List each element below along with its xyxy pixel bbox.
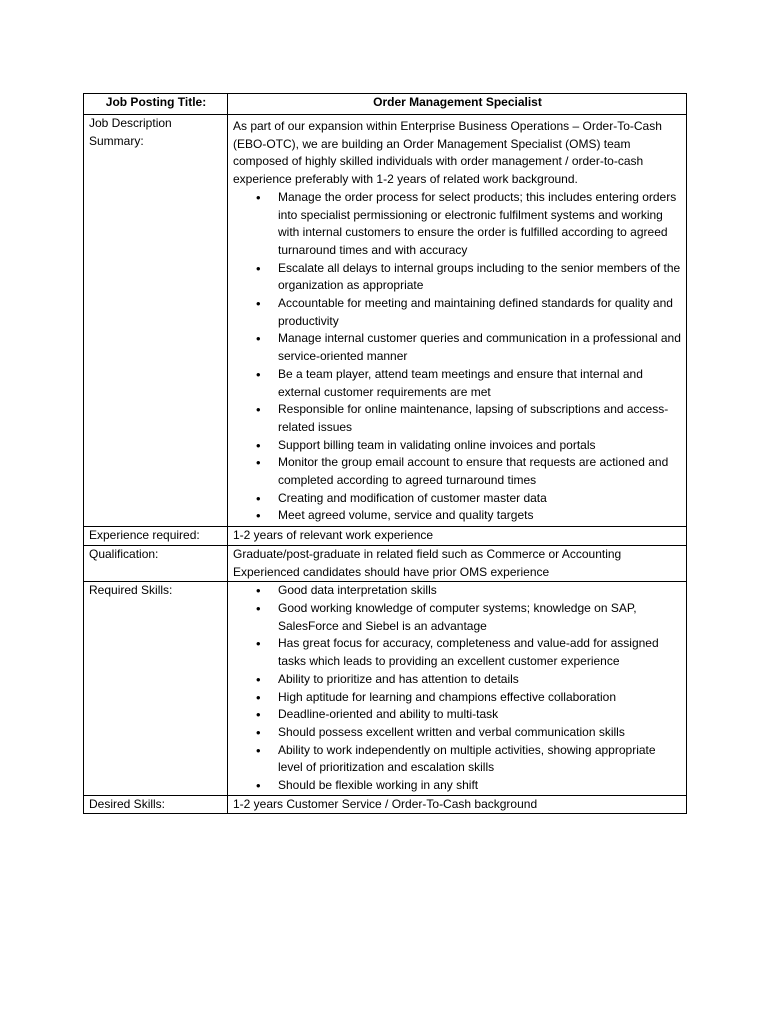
qualification-line: Graduate/post-graduate in related field such as Commerce or Accounting: [233, 546, 622, 561]
list-item: • High aptitude for learning and champions effective collaboration: [278, 689, 682, 707]
list-item: • Deadline-oriented and ability to multi-task: [278, 706, 682, 724]
list-item: • Support billing team in validating online invoices and portals: [278, 437, 682, 455]
posting-title-value: Order Management Specialist: [228, 94, 687, 115]
desired-skills-label: Desired Skills:: [84, 795, 228, 814]
summary-intro: As part of our expansion within Enterprise Business Operations – Order-To-Cash (EBO-OTC), we are building an Order Management Specialist (OMS) team composed of highly skilled individuals with order management / order-to-cash experience preferably with 1-2 years of related work background.: [233, 119, 662, 187]
summary-label: Job Description Summary:: [84, 115, 228, 527]
list-item: • Be a team player, attend team meetings and ensure that internal and external customer requirements are met: [278, 366, 682, 401]
required-skills-row: [84, 582, 687, 795]
required-skills-cell: [228, 582, 687, 795]
list-item: • Good working knowledge of computer systems; knowledge on SAP, SalesForce and Siebel is an advantage: [278, 600, 682, 635]
list-item: • Monitor the group email account to ensure that requests are actioned and completed according to agreed turnaround times: [278, 454, 682, 489]
qualification-line: Experienced candidates should have prior OMS experience: [233, 564, 550, 579]
list-item: • Should possess excellent written and verbal communication skills: [278, 724, 682, 742]
job-posting-table: [83, 93, 687, 814]
list-item: • Escalate all delays to internal groups including to the senior members of the organization as appropriate: [278, 260, 682, 295]
list-item: • Ability to work independently on multiple activities, showing appropriate level of prioritization and escalation skills: [278, 742, 682, 777]
desired-skills-value: 1-2 years Customer Service / Order-To-Cash background: [228, 795, 687, 814]
list-item: • Accountable for meeting and maintaining defined standards for quality and productivity: [278, 295, 682, 330]
posting-title-label: Job Posting Title:: [84, 94, 228, 115]
list-item: • Ability to prioritize and has attention to details: [278, 671, 682, 689]
experience-value: 1-2 years of relevant work experience: [228, 527, 687, 546]
summary-row: [84, 115, 687, 527]
list-item: • Manage internal customer queries and communication in a professional and service-oriented manner: [278, 330, 682, 365]
summary-cell: [228, 115, 687, 527]
list-item: • Meet agreed volume, service and quality targets: [278, 507, 682, 525]
list-item: • Good data interpretation skills: [278, 582, 682, 600]
desired-skills-row: [84, 795, 687, 814]
list-item: • Creating and modification of customer master data: [278, 490, 682, 508]
qualification-cell: [228, 545, 687, 581]
posting-title-row: [84, 94, 687, 115]
list-item: • Should be flexible working in any shift: [278, 777, 682, 795]
experience-row: [84, 527, 687, 546]
job-posting-document: [83, 93, 686, 814]
experience-label: Experience required:: [84, 527, 228, 546]
list-item: • Manage the order process for select products; this includes entering orders into specialist permissioning or electronic fulfilment systems and working with internal customers to ensure the order is fulfilled according to agreed turnaround times and with accuracy: [278, 189, 682, 260]
qualification-row: [84, 545, 687, 581]
list-item: • Responsible for online maintenance, lapsing of subscriptions and access-related issues: [278, 401, 682, 436]
qualification-label: Qualification:: [84, 545, 228, 581]
summary-list: [233, 189, 682, 526]
required-skills-label: Required Skills:: [84, 582, 228, 795]
list-item: • Has great focus for accuracy, completeness and value-add for assigned tasks which leads to providing an excellent customer experience: [278, 635, 682, 670]
required-skills-list: [233, 582, 682, 794]
